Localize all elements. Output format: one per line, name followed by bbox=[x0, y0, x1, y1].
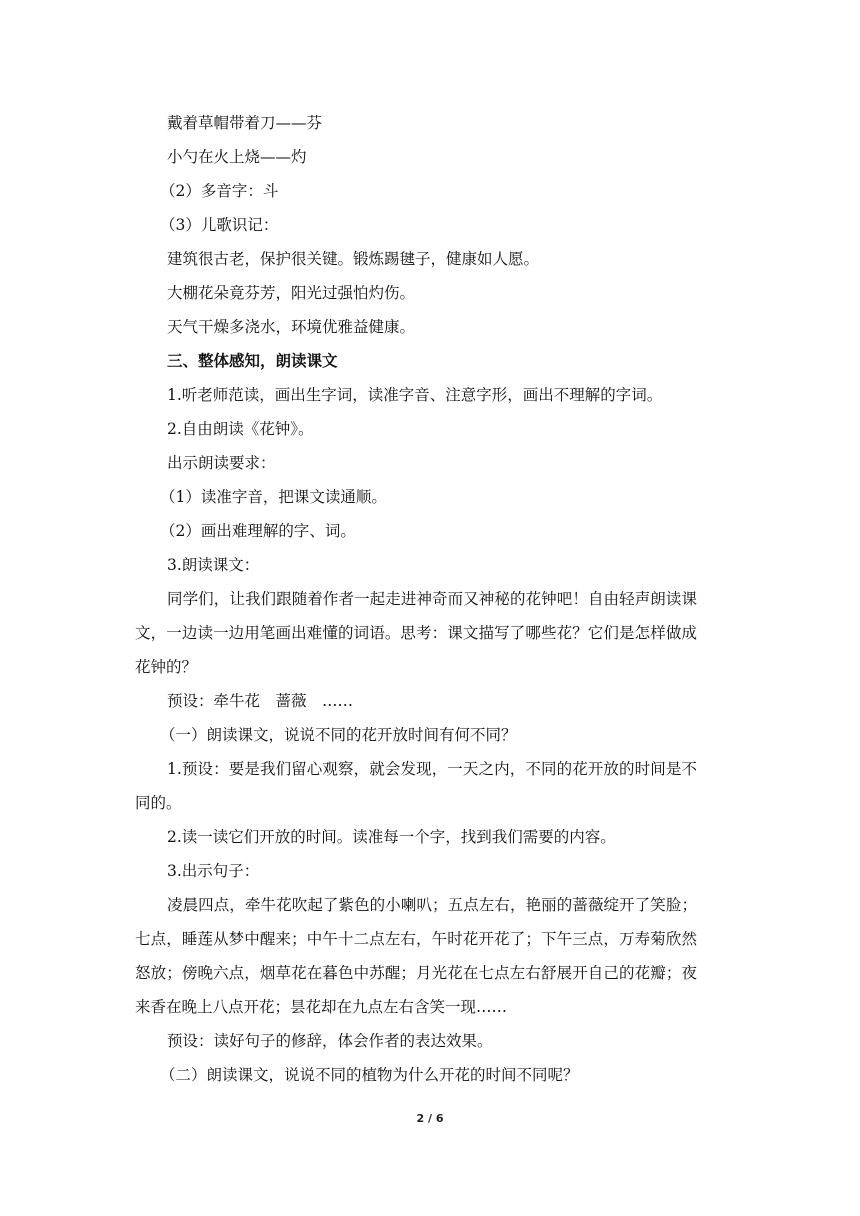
text-line: 2.自由朗读《花钟》。 bbox=[167, 420, 314, 438]
text-line: 出示朗读要求： bbox=[167, 454, 276, 472]
text-line: 天气干燥多浇水，环境优雅益健康。 bbox=[167, 318, 416, 336]
text-line: （2）画出难理解的字、词。 bbox=[160, 522, 356, 540]
text-line: 戴着草帽带着刀——芬 bbox=[167, 114, 323, 132]
text-line: 1.听老师范读，画出生字词，读准字音、注意字形，画出不理解的字词。 bbox=[167, 386, 663, 404]
text-line: 大棚花朵竟芬芳，阳光过强怕灼伤。 bbox=[167, 284, 416, 302]
paragraph: 同学们，让我们跟随着作者一起走进神奇而又神秘的花钟吧！自由轻声朗读课文，一边读一边用笔画出难懂的词语。思考：课文描写了哪些花？它们是怎样做成花钟的？ bbox=[135, 590, 697, 676]
text-line: 建筑很古老，保护很关键。锻炼踢毽子，健康如人愿。 bbox=[167, 250, 540, 268]
paragraph: 凌晨四点，牵牛花吹起了紫色的小喇叭；五点左右，艳丽的蔷薇绽开了笑脸；七点，睡莲从梦中醒来；中午十二点左右，午时花开花了；下午三点，万寿菊欣然怒放；傍晚六点，烟草花在暮色中苏醒；月光花在七点左右舒展开自己的花瓣；夜来香在晚上八点开花；昙花却在九点左右含笑一现…… bbox=[135, 896, 697, 1016]
text-line: （3）儿歌识记： bbox=[160, 216, 279, 234]
text-line: （二）朗读课文，说说不同的植物为什么开花的时间不同呢？ bbox=[160, 1066, 579, 1084]
text-line: 小勺在火上烧——灼 bbox=[167, 148, 307, 166]
page-number: 2 / 6 bbox=[416, 1112, 444, 1125]
text-line: （2）多音字：斗 bbox=[160, 182, 279, 200]
text-line: 2.读一读它们开放的时间。读准每一个字，找到我们需要的内容。 bbox=[167, 828, 616, 846]
text-line: 预设：牵牛花 蔷薇 …… bbox=[167, 692, 354, 710]
text-line: （1）读准字音，把课文读通顺。 bbox=[160, 488, 387, 506]
document-body bbox=[0, 106, 860, 1092]
text-line: 3.出示句子： bbox=[167, 862, 260, 880]
text-line: 预设：读好句子的修辞，体会作者的表达效果。 bbox=[167, 1032, 493, 1050]
text-line: 3.朗读课文： bbox=[167, 556, 260, 574]
paragraph: 1.预设：要是我们留心观察，就会发现，一天之内，不同的花开放的时间是不同的。 bbox=[135, 760, 697, 812]
text-line: （一）朗读课文，说说不同的花开放时间有何不同？ bbox=[160, 726, 517, 744]
section-heading: 三、整体感知，朗读课文 bbox=[167, 351, 338, 370]
